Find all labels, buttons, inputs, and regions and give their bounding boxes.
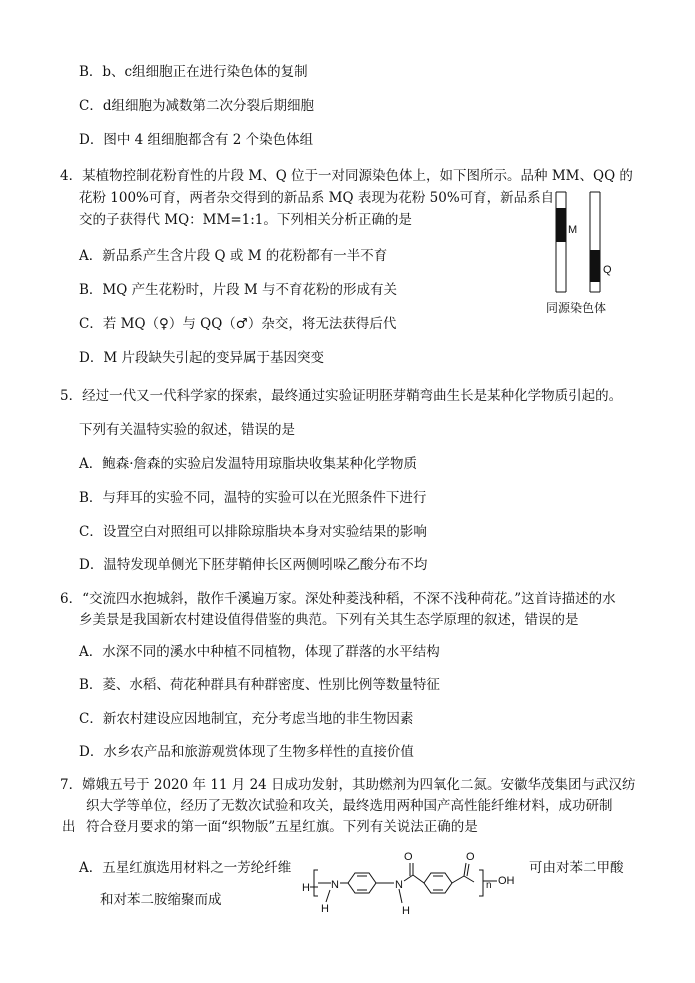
atom-h1: H (321, 903, 329, 915)
q3-option-d: D．图中 4 组细胞都含有 2 个染色体组 (79, 132, 314, 148)
atom-h-left: H (302, 882, 310, 894)
chromosome-left (556, 192, 566, 292)
q4-stem-line1: 4．某植物控制花粉育性的片段 M、Q 位于一对同源染色体上，如下图所示。品种 MM、QQ 的 (60, 168, 633, 184)
q6-stem-line2: 乡美景是我国新农村建设值得借鉴的典范。下列有关其生态学原理的叙述，错误的是 (79, 612, 579, 628)
bond-carbonyl-ring2 (413, 875, 424, 883)
group-oh: OH (498, 875, 515, 887)
q7-option-a-part3: 和对苯二胺缩聚而成 (100, 892, 222, 908)
q4-option-b: B．MQ 产生花粉时，片段 M 与不育花粉的形成有关 (79, 282, 398, 298)
q4-stem-line3: 交的子获得代 MQ：MM=1:1。下列相关分析正确的是 (79, 212, 412, 228)
q7-stem-line2: 织大学等单位，经历了无数次试验和攻关，最终选用两种国产高性能纤维材料，成功研制 (86, 798, 613, 814)
label-q: Q (603, 264, 612, 276)
q5-option-a: A．鲍森·詹森的实验启发温特用琼脂块收集某种化学物质 (79, 456, 418, 472)
atom-o2: O (466, 851, 475, 863)
atom-n2: N (395, 879, 403, 891)
figure-caption: 同源染色体 (546, 301, 607, 315)
bond-n2-carbonyl (404, 875, 413, 881)
aramid-structure-diagram (298, 846, 523, 920)
q6-stem-line1: 6．“交流四水抱城斜，散作千溪遍万家。深处种菱浅种稻，不深不浅种荷花。”这首诗描述的水 (60, 591, 616, 607)
segment-q (590, 250, 600, 282)
carbonyl-2-a (464, 863, 466, 876)
bond-n2-h (399, 889, 402, 903)
q4-stem-line2: 花粉 100%可育，两者杂交得到的新品系 MQ 表现为花粉 50%可育，新品系自 (79, 190, 555, 206)
q5-stem-line1: 5．经过一代又一代科学家的探索，最终通过实验证明胚芽鞘弯曲生长是某种化学物质引起的。 (60, 388, 623, 404)
chromosome-right (590, 192, 600, 292)
q6-option-b: B．菱、水稻、荷花种群具有种群密度、性别比例等数量特征 (79, 677, 440, 693)
q6-option-d: D．水乡农产品和旅游观赏体现了生物多样性的直接价值 (79, 744, 414, 760)
q6-option-a: A．水深不同的溪水中种植不同植物，体现了群落的水平结构 (79, 644, 440, 660)
atom-h2: H (402, 905, 410, 917)
q7-stem-line3: 符合登月要求的第一面“织物版”五星红旗。下列有关说法正确的是 (86, 819, 478, 835)
q7-option-a-part1: A．五星红旗选用材料之一芳纶纤维 (79, 860, 292, 876)
bond-ring2-carbonyl (452, 876, 464, 883)
q7-option-a-part2: 可由对苯二甲酸 (529, 860, 624, 876)
q4-option-d: D．M 片段缺失引起的变异属于基因突变 (79, 350, 324, 366)
q3-option-b: B．b、c组细胞正在进行染色体的复制 (79, 64, 308, 80)
homologous-chromosome-figure (540, 188, 630, 318)
q5-stem-line2: 下列有关温特实验的叙述，错误的是 (79, 422, 295, 438)
carbonyl-2-b (467, 864, 469, 876)
atom-n1: N (331, 879, 339, 891)
q5-option-c: C．设置空白对照组可以排除琼脂块本身对实验结果的影响 (79, 524, 427, 540)
right-bracket (479, 870, 483, 896)
atom-o1: O (404, 851, 413, 863)
q7-stem-line3-prefix: 出 (62, 819, 76, 835)
label-m: M (568, 224, 578, 236)
subscript-n: n (486, 880, 492, 891)
q3-option-c: C．d组细胞为减数第二次分裂后期细胞 (79, 98, 314, 114)
q5-option-d: D．温特发现单侧光下胚芽鞘伸长区两侧吲哚乙酸分布不均 (79, 557, 428, 573)
bond-carbonyl-bracket (464, 876, 474, 882)
q4-option-c: C．若 MQ（♀）与 QQ（♂）杂交，将无法获得后代 (79, 316, 397, 332)
q6-option-c: C．新农村建设应因地制宜，充分考虑当地的非生物因素 (79, 711, 414, 727)
q5-option-b: B．与拜耳的实验不同，温特的实验可以在光照条件下进行 (79, 490, 427, 506)
segment-m (556, 208, 566, 242)
bond-n1-h (326, 890, 330, 902)
q7-stem-line1: 7．嫦娥五号于 2020 年 11 月 24 日成功发射，其助燃剂为四氧化二氮。安徽华茂集团与武汉纺 (60, 777, 636, 793)
q4-option-a: A．新品系产生含片段 Q 或 M 的花粉都有一半不育 (79, 248, 388, 264)
left-bracket (314, 870, 318, 896)
